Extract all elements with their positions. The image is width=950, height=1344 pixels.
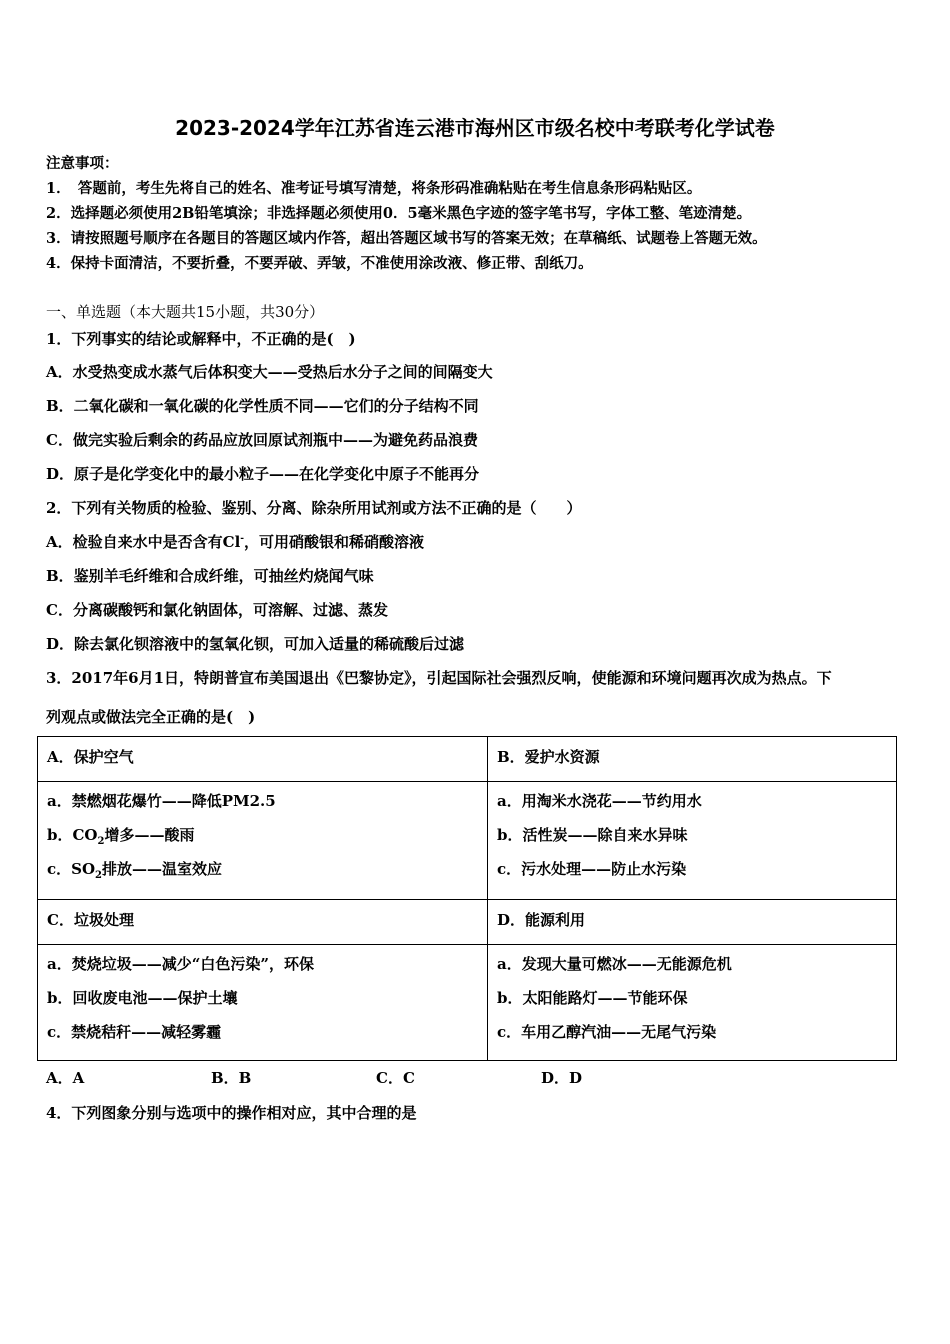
table-cell-c-head: C．垃圾处理 — [38, 900, 488, 945]
answer-option: C．C — [376, 1069, 415, 1087]
table-cell-b-body — [488, 782, 897, 900]
table-cell-a-head: A．保护空气 — [38, 737, 488, 782]
table-item: c．车用乙醇汽油——无尾气污染 — [497, 1023, 717, 1041]
question-2-option-d: D．除去氯化钡溶液中的氢氧化钡，可加入适量的稀硫酸后过滤 — [46, 635, 465, 653]
table-item: b．太阳能路灯——节能环保 — [497, 989, 688, 1007]
question-1-option-c: C．做完实验后剩余的药品应放回原试剂瓶中——为避免药品浪费 — [46, 431, 478, 449]
question-2-stem: 2．下列有关物质的检验、鉴别、分离、除杂所用试剂或方法不正确的是（ ） — [46, 499, 582, 517]
answer-option: B．B — [211, 1069, 252, 1087]
notice-heading: 注意事项： — [46, 155, 119, 172]
page-title: 2023-2024学年江苏省连云港市海州区市级名校中考联考化学试卷 — [175, 116, 775, 140]
question-1-stem: 1．下列事实的结论或解释中，不正确的是( ) — [46, 330, 356, 348]
table-cell-d-body — [488, 945, 897, 1061]
table-item: c．禁烧秸秆——减轻雾霾 — [47, 1023, 222, 1041]
question-2-option-c: C．分离碳酸钙和氯化钠固体，可溶解、过滤、蒸发 — [46, 601, 388, 619]
table-cell-c-body — [38, 945, 488, 1061]
notice-item: 2．选择题必须使用2B铅笔填涂；非选择题必须使用0．5毫米黑色字迹的签字笔书写，字体工整、笔迹清楚。 — [46, 205, 752, 222]
table-cell-a-body — [38, 782, 488, 900]
table-cell-b-head: B．爱护水资源 — [488, 737, 897, 782]
question-3-table — [37, 736, 897, 1061]
table-item: b．$CO_2$增多——酸雨 — [47, 826, 195, 847]
notice-item: 1． 答题前，考生先将自己的姓名、准考证号填写清楚，将条形码准确粘贴在考生信息条形码粘贴区。 — [46, 180, 702, 197]
table-item: c．$SO_2$排放——温室效应 — [47, 860, 223, 881]
question-3-stem-line1: 3．2017年6月1日，特朗普宣布美国退出《巴黎协定》，引起国际社会强烈反响，使能源和环境问题再次成为热点。下 — [46, 669, 832, 687]
question-1-option-d: D．原子是化学变化中的最小粒子——在化学变化中原子不能再分 — [46, 465, 480, 483]
table-item: a．发现大量可燃冰——无能源危机 — [497, 955, 732, 973]
table-item: a．用淘米水浇花——节约用水 — [497, 792, 702, 810]
question-1-option-a: A．水受热变成水蒸气后体积变大——受热后水分子之间的间隔变大 — [46, 363, 493, 381]
question-3-answers — [46, 1067, 706, 1088]
question-2-option-a: A．检验自来水中是否含有Cl-，可用硝酸银和稀硝酸溶液 — [46, 533, 425, 551]
table-cell-d-head: D．能源利用 — [488, 900, 897, 945]
notice-item: 3．请按照题号顺序在各题目的答题区域内作答，超出答题区域书写的答案无效；在草稿纸、试题卷上答题无效。 — [46, 230, 767, 247]
answer-option: A．A — [46, 1069, 85, 1087]
answer-option: D．D — [541, 1069, 583, 1087]
question-2-option-b: B．鉴别羊毛纤维和合成纤维，可抽丝灼烧闻气味 — [46, 567, 374, 585]
table-item: a．禁燃烟花爆竹——降低PM2.5 — [47, 792, 276, 810]
table-item: c．污水处理——防止水污染 — [497, 860, 687, 878]
table-item: a．焚烧垃圾——减少“白色污染”，环保 — [47, 955, 314, 973]
section-heading: 一、单选题（本大题共15小题，共30分） — [46, 303, 325, 321]
question-3-stem-line2: 列观点或做法完全正确的是( ) — [46, 708, 256, 726]
table-item: b．活性炭——除自来水异味 — [497, 826, 688, 844]
table-item: b．回收废电池——保护土壤 — [47, 989, 238, 1007]
question-4-stem: 4．下列图象分别与选项中的操作相对应，其中合理的是 — [46, 1104, 417, 1122]
question-1-option-b: B．二氧化碳和一氧化碳的化学性质不同——它们的分子结构不同 — [46, 397, 479, 415]
notice-item: 4．保持卡面清洁，不要折叠，不要弄破、弄皱，不准使用涂改液、修正带、刮纸刀。 — [46, 255, 593, 272]
